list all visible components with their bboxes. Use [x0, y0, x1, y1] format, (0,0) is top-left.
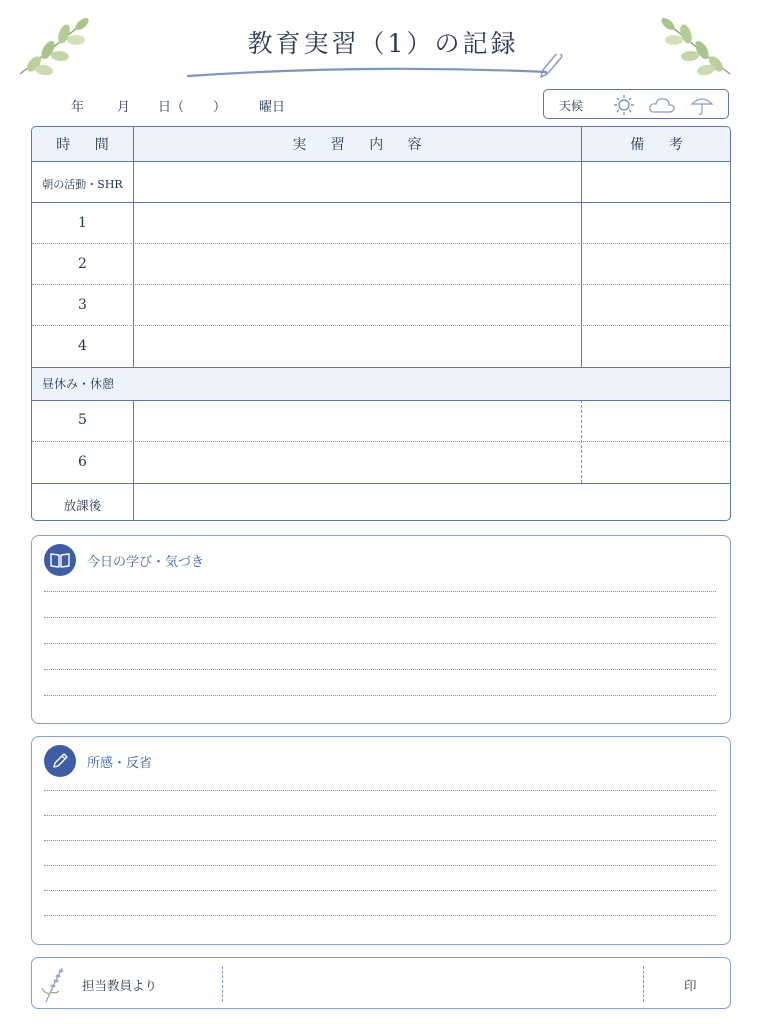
weekday-label: 曜日	[259, 100, 286, 115]
writing-line[interactable]	[44, 915, 716, 916]
writing-line[interactable]	[44, 617, 716, 618]
teacher-comment-label: 担当教員より	[82, 978, 158, 993]
divider	[133, 127, 134, 367]
period-label-morning: 朝の活動・SHR	[42, 178, 123, 191]
lunch-break-label: 昼休み・休憩	[42, 377, 115, 391]
month-label: 月	[117, 100, 131, 115]
row-divider	[32, 284, 730, 285]
writing-line[interactable]	[44, 865, 716, 866]
weather-label: 天候	[559, 99, 584, 113]
period-label-4: 4	[78, 338, 87, 354]
column-header-time: 時 間	[32, 127, 133, 162]
divider	[581, 127, 582, 367]
umbrella-icon[interactable]	[690, 94, 714, 116]
row-divider	[32, 367, 730, 368]
row-divider	[32, 325, 730, 326]
column-header-remarks: 備 考	[581, 127, 731, 162]
teacher-comment-box	[31, 957, 731, 1009]
pencil-icon	[44, 745, 76, 777]
page-title: 教育実習（1）の記録	[247, 29, 519, 58]
period-label-2: 2	[78, 256, 87, 272]
writing-line[interactable]	[44, 840, 716, 841]
impressions-notes-box	[31, 736, 731, 945]
schedule-table	[31, 126, 731, 521]
seal-label: 印	[684, 978, 697, 993]
period-label-3: 3	[78, 297, 87, 313]
year-label: 年	[71, 100, 85, 115]
writing-line[interactable]	[44, 643, 716, 644]
writing-line[interactable]	[44, 695, 716, 696]
divider	[133, 400, 134, 521]
lunch-band	[32, 367, 730, 400]
sun-icon[interactable]	[612, 94, 636, 116]
row-divider	[32, 400, 730, 401]
pen-underline-icon	[186, 54, 586, 84]
writing-line[interactable]	[44, 669, 716, 670]
divider	[222, 966, 223, 1002]
weekday-bracket-close: ）	[213, 100, 227, 115]
writing-line[interactable]	[44, 815, 716, 816]
cloud-icon[interactable]	[648, 94, 676, 116]
row-divider	[32, 202, 730, 203]
row-divider	[32, 243, 730, 244]
period-label-1: 1	[78, 215, 87, 231]
learning-label: 今日の学び・気づき	[87, 555, 205, 570]
writing-line[interactable]	[44, 591, 716, 592]
impressions-label: 所感・反省	[87, 756, 153, 771]
period-label-5: 5	[78, 412, 87, 428]
writing-line[interactable]	[44, 790, 716, 791]
day-label: 日（	[158, 100, 185, 115]
row-divider	[32, 483, 730, 484]
lavender-sprig-icon	[40, 964, 68, 1004]
period-label-after-school: 放課後	[63, 498, 102, 513]
column-header-content: 実 習 内 容	[133, 127, 581, 162]
weather-box	[543, 89, 729, 119]
learning-notes-box	[31, 535, 731, 724]
period-label-6: 6	[78, 454, 87, 470]
divider	[643, 966, 644, 1002]
writing-line[interactable]	[44, 890, 716, 891]
book-icon	[44, 544, 76, 576]
row-divider	[32, 441, 730, 442]
